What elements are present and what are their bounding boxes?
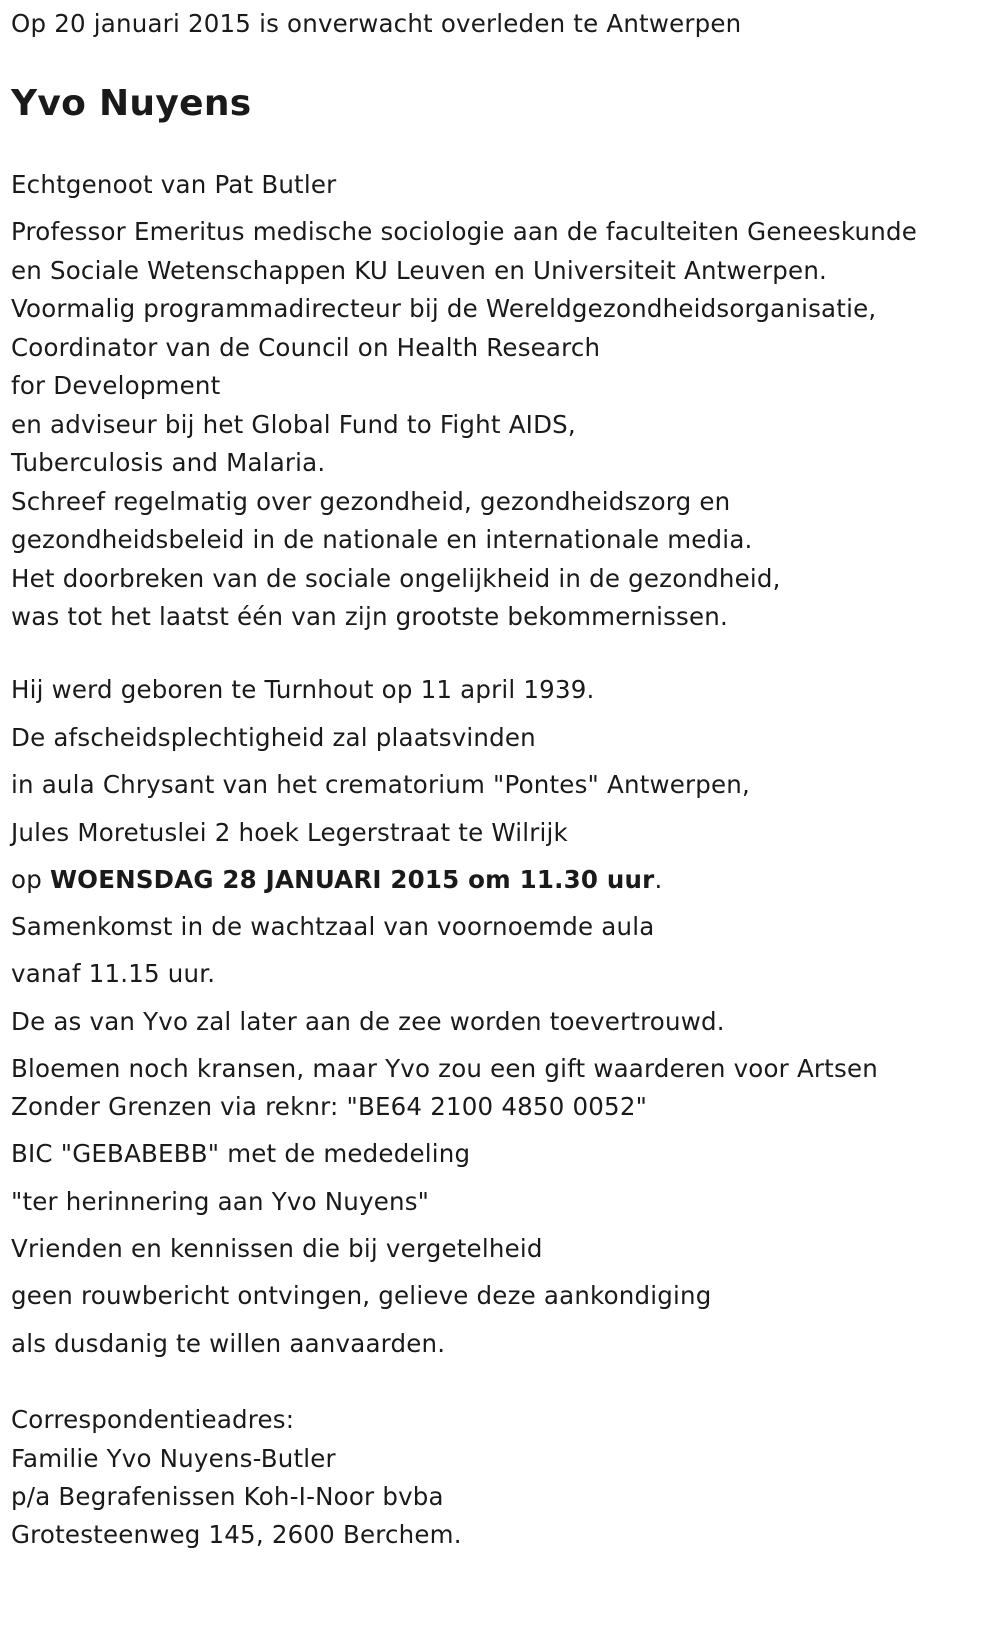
address-line: p/a Begrafenissen Koh-I-Noor bvba (11, 1482, 444, 1511)
bio-line: gezondheidsbeleid in de nationale en internationale media. (11, 525, 753, 554)
spouse-line: Echtgenoot van Pat Butler (11, 170, 337, 199)
address-line: Familie Yvo Nuyens-Butler (11, 1444, 336, 1473)
ceremony-line: De afscheidsplechtigheid zal plaatsvinden (11, 723, 536, 752)
address-label: Correspondentieadres: (11, 1405, 295, 1434)
birth-line: Hij werd geboren te Turnhout op 11 april 1939. (11, 675, 595, 704)
bio-line: Voormalig programmadirecteur bij de Wereldgezondheidsorganisatie, (11, 294, 877, 323)
ceremony-date (11, 864, 662, 896)
bio-line: Het doorbreken van de sociale ongelijkheid in de gezondheid, (11, 563, 781, 593)
ceremony-location: in aula Chrysant van het crematorium "Pontes" Antwerpen, (11, 770, 751, 799)
bio-line: Schreef regelmatig over gezondheid, gezondheidszorg en (11, 486, 731, 516)
bio-line: was tot het laatst één van zijn grootste bekommernissen. (11, 602, 728, 631)
ceremony-date-bold: WOENSDAG 28 JANUARI 2015 om 11.30 uur (49, 865, 655, 894)
ashes-line: De as van Yvo zal later aan de zee worden toevertrouwd. (11, 1007, 725, 1036)
address-line: Grotesteenweg 145, 2600 Berchem. (11, 1520, 462, 1549)
donation-message: "ter herinnering aan Yvo Nuyens" (11, 1187, 430, 1216)
bio-line: Tuberculosis and Malaria. (11, 448, 326, 477)
notice-line: als dusdanig te willen aanvaarden. (11, 1329, 446, 1358)
deceased-name: Yvo Nuyens (11, 83, 252, 124)
donation-line: Bloemen noch kransen, maar Yvo zou een gift waarderen voor Artsen (11, 1054, 878, 1083)
notice-line: Vrienden en kennissen die bij vergetelheid (11, 1234, 543, 1263)
gathering-time: vanaf 11.15 uur. (11, 959, 216, 988)
notice-line: geen rouwbericht ontvingen, gelieve deze aankondiging (11, 1281, 712, 1310)
bio-line: for Development (11, 371, 221, 400)
bio-line: en adviseur bij het Global Fund to Fight AIDS, (11, 409, 576, 439)
bio-line: Professor Emeritus medische sociologie aan de faculteiten Geneeskunde (11, 217, 917, 246)
donation-account: Zonder Grenzen via reknr: "BE64 2100 4850 0052" (11, 1092, 648, 1121)
ceremony-address: Jules Moretuslei 2 hoek Legerstraat te Wilrijk (11, 818, 568, 847)
ceremony-date-prefix: op (11, 865, 50, 894)
gathering-line: Samenkomst in de wachtzaal van voornoemde aula (11, 912, 655, 941)
bio-line: Coordinator van de Council on Health Research (11, 332, 601, 362)
intro-line: Op 20 januari 2015 is onverwacht overleden te Antwerpen (11, 9, 742, 38)
ceremony-date-suffix: . (654, 865, 663, 894)
bio-line: en Sociale Wetenschappen KU Leuven en Universiteit Antwerpen. (11, 255, 828, 285)
biography (11, 213, 917, 637)
donation-bic: BIC "GEBABEBB" met de mededeling (11, 1139, 471, 1168)
